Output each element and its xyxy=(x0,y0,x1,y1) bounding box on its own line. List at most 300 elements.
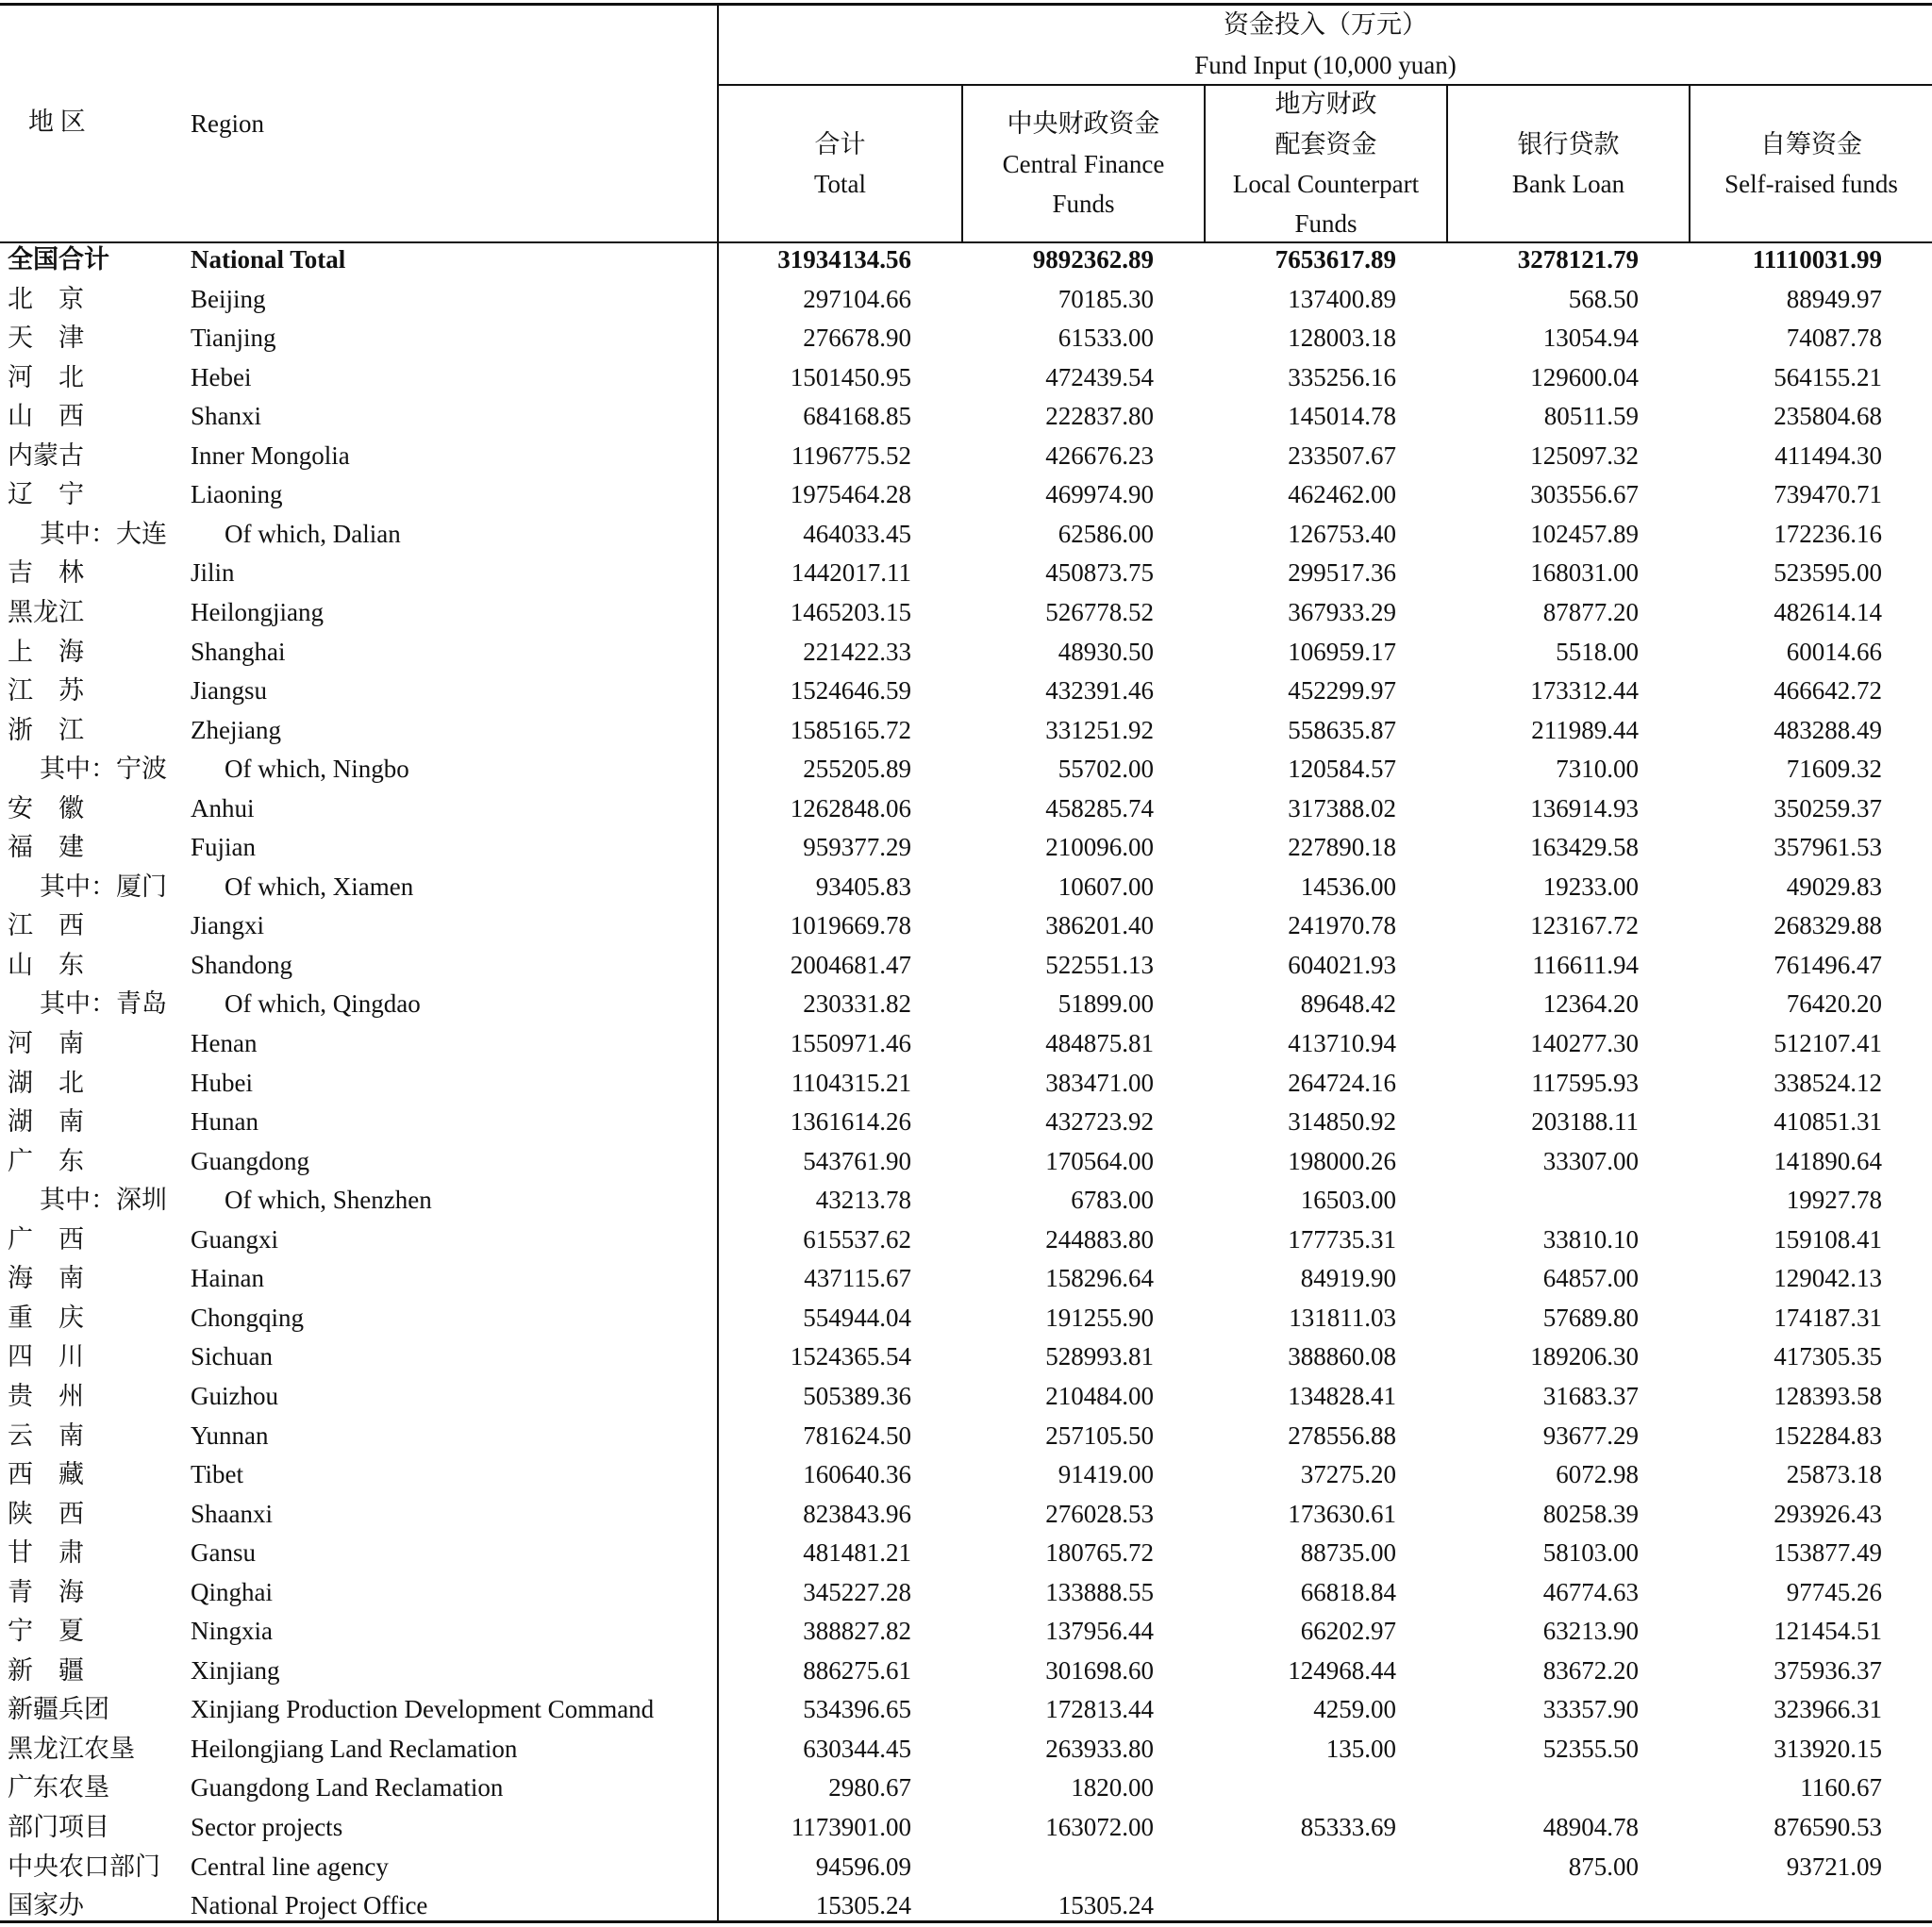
cell-self-raised: 71609.32 xyxy=(1786,755,1882,783)
cell-total: 1524646.59 xyxy=(790,676,911,705)
region-name-en: Hebei xyxy=(191,363,252,391)
region-header-zh: 地 区 xyxy=(28,108,86,136)
cell-total: 1975464.28 xyxy=(790,480,911,508)
region-name-en: Inner Mongolia xyxy=(191,441,350,470)
cell-central-finance: 91419.00 xyxy=(1058,1460,1154,1488)
cell-total: 1019669.78 xyxy=(790,911,911,939)
cell-central-finance: 1820.00 xyxy=(1071,1773,1154,1802)
col-local-label-en1: Local Counterpart xyxy=(1232,170,1420,198)
cell-central-finance: 133888.55 xyxy=(1045,1578,1154,1606)
cell-self-raised: 417305.35 xyxy=(1774,1342,1882,1370)
column-divider-3 xyxy=(1446,85,1448,242)
cell-self-raised: 512107.41 xyxy=(1774,1029,1882,1057)
cell-local-counterpart: 4259.00 xyxy=(1313,1695,1396,1723)
col-selfraised-label-en: Self-raised funds xyxy=(1724,170,1898,198)
cell-local-counterpart: 85333.69 xyxy=(1300,1813,1396,1841)
cell-central-finance: 276028.53 xyxy=(1045,1500,1154,1528)
region-name-zh: 安 徽 xyxy=(8,794,84,822)
cell-self-raised: 739470.71 xyxy=(1774,480,1882,508)
cell-central-finance: 458285.74 xyxy=(1045,794,1154,822)
cell-central-finance: 163072.00 xyxy=(1045,1813,1154,1841)
cell-self-raised: 350259.37 xyxy=(1774,794,1882,822)
fund-input-header-zh: 资金投入（万元） xyxy=(1224,10,1427,39)
cell-total: 464033.45 xyxy=(803,520,911,548)
region-name-zh: 广东农垦 xyxy=(8,1773,109,1802)
cell-total: 554944.04 xyxy=(803,1304,911,1332)
cell-local-counterpart: 131811.03 xyxy=(1289,1304,1396,1332)
cell-bank-loan: 168031.00 xyxy=(1530,558,1639,587)
col-total-label-en: Total xyxy=(813,170,867,198)
cell-bank-loan: 33357.90 xyxy=(1542,1695,1639,1723)
cell-self-raised: 19927.78 xyxy=(1786,1186,1882,1214)
cell-bank-loan: 6072.98 xyxy=(1556,1460,1639,1488)
cell-self-raised: 410851.31 xyxy=(1774,1107,1882,1136)
col-central-label-en2: Funds xyxy=(1052,190,1115,218)
cell-total: 2004681.47 xyxy=(790,951,911,979)
cell-local-counterpart: 14536.00 xyxy=(1300,872,1396,901)
cell-total: 1465203.15 xyxy=(790,598,911,626)
cell-bank-loan: 63213.90 xyxy=(1542,1617,1639,1645)
cell-bank-loan: 140277.30 xyxy=(1530,1029,1639,1057)
cell-local-counterpart: 89648.42 xyxy=(1300,989,1396,1018)
region-name-zh: 其中：宁波 xyxy=(40,755,167,783)
cell-self-raised: 93721.09 xyxy=(1786,1852,1882,1881)
region-name-en: Shandong xyxy=(191,951,292,979)
region-name-en: Tibet xyxy=(191,1460,244,1488)
region-name-en: Heilongjiang Land Reclamation xyxy=(191,1735,518,1763)
region-name-zh: 广 西 xyxy=(8,1225,84,1254)
cell-total: 1104315.21 xyxy=(791,1069,911,1097)
region-name-en: Guangdong Land Reclamation xyxy=(191,1773,504,1802)
region-name-en: Yunnan xyxy=(191,1421,269,1450)
region-name-en: Ningxia xyxy=(191,1617,273,1645)
cell-local-counterpart: 335256.16 xyxy=(1288,363,1396,391)
region-name-zh: 甘 肃 xyxy=(8,1538,84,1567)
cell-bank-loan: 875.00 xyxy=(1568,1852,1639,1881)
cell-bank-loan: 568.50 xyxy=(1568,285,1639,313)
cell-local-counterpart: 452299.97 xyxy=(1288,676,1396,705)
cell-central-finance: 450873.75 xyxy=(1045,558,1154,587)
cell-local-counterpart: 16503.00 xyxy=(1300,1186,1396,1214)
cell-central-finance: 210096.00 xyxy=(1045,833,1154,861)
region-name-zh: 宁 夏 xyxy=(8,1617,84,1645)
cell-total: 93405.83 xyxy=(815,872,911,901)
cell-local-counterpart: 84919.90 xyxy=(1300,1264,1396,1292)
cell-self-raised: 293926.43 xyxy=(1774,1500,1882,1528)
region-name-zh: 西 藏 xyxy=(8,1460,84,1488)
region-name-en: Liaoning xyxy=(191,480,283,508)
cell-total: 959377.29 xyxy=(803,833,911,861)
region-header-en: Region xyxy=(191,109,264,138)
cell-bank-loan: 46774.63 xyxy=(1542,1578,1639,1606)
cell-total: 43213.78 xyxy=(815,1186,911,1214)
cell-self-raised: 876590.53 xyxy=(1774,1813,1882,1841)
region-name-zh: 天 津 xyxy=(8,324,84,352)
cell-central-finance: 331251.92 xyxy=(1045,716,1154,744)
cell-bank-loan: 48904.78 xyxy=(1542,1813,1639,1841)
cell-self-raised: 74087.78 xyxy=(1786,324,1882,352)
cell-local-counterpart: 126753.40 xyxy=(1288,520,1396,548)
cell-central-finance: 469974.90 xyxy=(1045,480,1154,508)
cell-total: 481481.21 xyxy=(803,1538,911,1567)
cell-bank-loan: 125097.32 xyxy=(1530,441,1639,470)
region-name-zh: 其中：大连 xyxy=(40,520,167,548)
region-name-en: Jiangxi xyxy=(191,911,264,939)
col-central-label-en1: Central Finance xyxy=(1002,150,1165,178)
region-name-en: Qinghai xyxy=(191,1578,273,1606)
cell-bank-loan: 303556.67 xyxy=(1530,480,1639,508)
cell-central-finance: 6783.00 xyxy=(1071,1186,1154,1214)
region-name-en: Heilongjiang xyxy=(191,598,324,626)
cell-total: 1585165.72 xyxy=(790,716,911,744)
region-name-en: Central line agency xyxy=(191,1852,389,1881)
cell-bank-loan: 7310.00 xyxy=(1556,755,1639,783)
region-name-zh: 部门项目 xyxy=(8,1813,109,1841)
cell-bank-loan: 136914.93 xyxy=(1530,794,1639,822)
top-border xyxy=(0,3,1932,6)
cell-bank-loan: 173312.44 xyxy=(1530,676,1639,705)
region-name-zh: 海 南 xyxy=(8,1264,84,1292)
region-name-zh: 湖 北 xyxy=(8,1069,84,1097)
cell-self-raised: 483288.49 xyxy=(1774,716,1882,744)
region-name-en: Hainan xyxy=(191,1264,264,1292)
cell-self-raised: 357961.53 xyxy=(1774,833,1882,861)
cell-self-raised: 129042.13 xyxy=(1774,1264,1882,1292)
cell-central-finance: 426676.23 xyxy=(1045,441,1154,470)
column-divider-region xyxy=(717,6,719,1921)
cell-self-raised: 1160.67 xyxy=(1800,1773,1882,1802)
cell-local-counterpart: 227890.18 xyxy=(1288,833,1396,861)
region-name-en: Of which, Ningbo xyxy=(225,755,409,783)
cell-central-finance: 301698.60 xyxy=(1045,1656,1154,1685)
cell-self-raised: 88949.97 xyxy=(1786,285,1882,313)
cell-total: 1196775.52 xyxy=(791,441,911,470)
cell-bank-loan: 31683.37 xyxy=(1542,1382,1639,1410)
region-name-zh: 新 疆 xyxy=(8,1656,84,1685)
cell-central-finance: 528993.81 xyxy=(1045,1342,1154,1370)
cell-local-counterpart: 314850.92 xyxy=(1288,1107,1396,1136)
region-name-zh: 福 建 xyxy=(8,833,84,861)
cell-central-finance: 191255.90 xyxy=(1045,1304,1154,1332)
cell-self-raised: 338524.12 xyxy=(1774,1069,1882,1097)
region-name-zh: 广 东 xyxy=(8,1147,84,1175)
region-name-zh: 重 庆 xyxy=(8,1304,84,1332)
cell-local-counterpart: 124968.44 xyxy=(1288,1656,1396,1685)
cell-local-counterpart: 137400.89 xyxy=(1288,285,1396,313)
cell-central-finance: 472439.54 xyxy=(1045,363,1154,391)
cell-self-raised: 323966.31 xyxy=(1774,1695,1882,1723)
region-name-zh: 上 海 xyxy=(8,638,84,666)
cell-local-counterpart: 88735.00 xyxy=(1300,1538,1396,1567)
cell-local-counterpart: 66202.97 xyxy=(1300,1617,1396,1645)
region-name-zh: 河 北 xyxy=(8,363,84,391)
cell-self-raised: 97745.26 xyxy=(1786,1578,1882,1606)
region-name-zh: 河 南 xyxy=(8,1029,84,1057)
col-total-label-zh: 合计 xyxy=(814,130,866,158)
cell-total: 255205.89 xyxy=(803,755,911,783)
bottom-border xyxy=(0,1920,1932,1923)
cell-total: 505389.36 xyxy=(803,1382,911,1410)
cell-local-counterpart: 233507.67 xyxy=(1288,441,1396,470)
cell-self-raised: 411494.30 xyxy=(1774,441,1882,470)
region-name-zh: 山 东 xyxy=(8,951,84,979)
cell-bank-loan: 80511.59 xyxy=(1543,402,1639,430)
region-name-zh: 青 海 xyxy=(8,1578,84,1606)
region-name-zh: 全国合计 xyxy=(8,245,109,274)
cell-total: 221422.33 xyxy=(803,638,911,666)
region-name-en: Hunan xyxy=(191,1107,258,1136)
cell-central-finance: 522551.13 xyxy=(1045,951,1154,979)
region-name-en: Guangdong xyxy=(191,1147,309,1175)
cell-bank-loan: 83672.20 xyxy=(1542,1656,1639,1685)
cell-central-finance: 257105.50 xyxy=(1045,1421,1154,1450)
cell-bank-loan: 58103.00 xyxy=(1542,1538,1639,1567)
region-name-zh: 国家办 xyxy=(8,1891,84,1919)
cell-local-counterpart: 37275.20 xyxy=(1300,1460,1396,1488)
cell-total: 615537.62 xyxy=(803,1225,911,1254)
col-selfraised-label-zh: 自筹资金 xyxy=(1760,130,1862,158)
cell-central-finance: 158296.64 xyxy=(1045,1264,1154,1292)
cell-self-raised: 128393.58 xyxy=(1774,1382,1882,1410)
cell-central-finance: 386201.40 xyxy=(1045,911,1154,939)
cell-self-raised: 466642.72 xyxy=(1774,676,1882,705)
cell-bank-loan: 163429.58 xyxy=(1530,833,1639,861)
cell-central-finance: 383471.00 xyxy=(1045,1069,1154,1097)
fund-input-header-en: Fund Input (10,000 yuan) xyxy=(1194,51,1457,79)
cell-total: 823843.96 xyxy=(803,1500,911,1528)
cell-total: 1442017.11 xyxy=(791,558,911,587)
cell-central-finance: 210484.00 xyxy=(1045,1382,1154,1410)
cell-bank-loan: 5518.00 xyxy=(1556,638,1639,666)
fund-input-header-rule xyxy=(719,84,1932,86)
region-name-en: Shanghai xyxy=(191,638,286,666)
cell-central-finance: 15305.24 xyxy=(1058,1891,1154,1919)
cell-central-finance: 9892362.89 xyxy=(1032,245,1154,274)
cell-total: 230331.82 xyxy=(803,989,911,1018)
region-name-zh: 新疆兵团 xyxy=(8,1695,109,1723)
cell-bank-loan: 129600.04 xyxy=(1530,363,1639,391)
header-bottom-rule xyxy=(0,241,1932,243)
cell-central-finance: 263933.80 xyxy=(1045,1735,1154,1763)
region-name-zh: 江 苏 xyxy=(8,676,84,705)
cell-central-finance: 526778.52 xyxy=(1045,598,1154,626)
cell-bank-loan: 64857.00 xyxy=(1542,1264,1639,1292)
cell-total: 1173901.00 xyxy=(791,1813,911,1841)
cell-self-raised: 174187.31 xyxy=(1774,1304,1882,1332)
region-name-en: Xinjiang Production Development Command xyxy=(191,1695,655,1723)
cell-central-finance: 432391.46 xyxy=(1045,676,1154,705)
region-name-en: Fujian xyxy=(191,833,257,861)
cell-self-raised: 153877.49 xyxy=(1774,1538,1882,1567)
cell-bank-loan: 57689.80 xyxy=(1542,1304,1639,1332)
cell-self-raised: 60014.66 xyxy=(1786,638,1882,666)
region-name-zh: 中央农口部门 xyxy=(8,1852,160,1881)
cell-local-counterpart: 7653617.89 xyxy=(1274,245,1396,274)
cell-central-finance: 48930.50 xyxy=(1058,638,1154,666)
cell-bank-loan: 33307.00 xyxy=(1542,1147,1639,1175)
cell-central-finance: 10607.00 xyxy=(1058,872,1154,901)
cell-self-raised: 482614.14 xyxy=(1774,598,1882,626)
cell-central-finance: 137956.44 xyxy=(1045,1617,1154,1645)
cell-central-finance: 244883.80 xyxy=(1045,1225,1154,1254)
cell-total: 684168.85 xyxy=(803,402,911,430)
cell-self-raised: 235804.68 xyxy=(1774,402,1882,430)
cell-total: 388827.82 xyxy=(803,1617,911,1645)
cell-total: 94596.09 xyxy=(815,1852,911,1881)
cell-self-raised: 313920.15 xyxy=(1774,1735,1882,1763)
cell-local-counterpart: 317388.02 xyxy=(1288,794,1396,822)
cell-total: 781624.50 xyxy=(803,1421,911,1450)
cell-central-finance: 62586.00 xyxy=(1058,520,1154,548)
cell-local-counterpart: 264724.16 xyxy=(1288,1069,1396,1097)
region-name-zh: 江 西 xyxy=(8,911,84,939)
cell-bank-loan: 211989.44 xyxy=(1531,716,1639,744)
cell-local-counterpart: 173630.61 xyxy=(1288,1500,1396,1528)
cell-local-counterpart: 198000.26 xyxy=(1288,1147,1396,1175)
region-name-en: Shanxi xyxy=(191,402,262,430)
cell-bank-loan: 33810.10 xyxy=(1542,1225,1639,1254)
region-name-en: Gansu xyxy=(191,1538,256,1567)
region-name-en: Tianjing xyxy=(191,324,276,352)
cell-total: 1262848.06 xyxy=(790,794,911,822)
region-name-en: Hubei xyxy=(191,1069,253,1097)
cell-self-raised: 152284.83 xyxy=(1774,1421,1882,1450)
region-name-zh: 其中：深圳 xyxy=(40,1186,167,1214)
region-name-en: Of which, Xiamen xyxy=(225,872,414,901)
cell-self-raised: 172236.16 xyxy=(1774,520,1882,548)
cell-total: 1501450.95 xyxy=(790,363,911,391)
region-name-en: Sichuan xyxy=(191,1342,273,1370)
cell-total: 1524365.54 xyxy=(790,1342,911,1370)
cell-total: 31934134.56 xyxy=(777,245,911,274)
cell-total: 15305.24 xyxy=(815,1891,911,1919)
region-name-en: National Project Office xyxy=(191,1891,428,1919)
cell-total: 534396.65 xyxy=(803,1695,911,1723)
region-name-en: Sector projects xyxy=(191,1813,343,1841)
cell-central-finance: 61533.00 xyxy=(1058,324,1154,352)
region-name-zh: 陕 西 xyxy=(8,1500,84,1528)
region-name-zh: 吉 林 xyxy=(8,558,84,587)
cell-local-counterpart: 413710.94 xyxy=(1288,1029,1396,1057)
cell-self-raised: 76420.20 xyxy=(1786,989,1882,1018)
cell-bank-loan: 203188.11 xyxy=(1531,1107,1639,1136)
cell-local-counterpart: 367933.29 xyxy=(1288,598,1396,626)
cell-bank-loan: 80258.39 xyxy=(1542,1500,1639,1528)
region-name-en: Guizhou xyxy=(191,1382,278,1410)
region-name-en: Anhui xyxy=(191,794,255,822)
cell-local-counterpart: 278556.88 xyxy=(1288,1421,1396,1450)
region-name-zh: 黑龙江 xyxy=(8,598,84,626)
cell-bank-loan: 117595.93 xyxy=(1531,1069,1639,1097)
cell-bank-loan: 19233.00 xyxy=(1542,872,1639,901)
cell-local-counterpart: 604021.93 xyxy=(1288,951,1396,979)
region-name-zh: 北 京 xyxy=(8,285,84,313)
cell-bank-loan: 52355.50 xyxy=(1542,1735,1639,1763)
cell-bank-loan: 93677.29 xyxy=(1542,1421,1639,1450)
region-name-en: Of which, Qingdao xyxy=(225,989,421,1018)
cell-bank-loan: 189206.30 xyxy=(1530,1342,1639,1370)
cell-local-counterpart: 134828.41 xyxy=(1288,1382,1396,1410)
cell-self-raised: 761496.47 xyxy=(1774,951,1882,979)
cell-self-raised: 141890.64 xyxy=(1774,1147,1882,1175)
cell-central-finance: 432723.92 xyxy=(1045,1107,1154,1136)
region-name-zh: 山 西 xyxy=(8,402,84,430)
cell-central-finance: 55702.00 xyxy=(1058,755,1154,783)
cell-bank-loan: 13054.94 xyxy=(1542,324,1639,352)
region-name-en: Of which, Dalian xyxy=(225,520,401,548)
cell-total: 1550971.46 xyxy=(790,1029,911,1057)
cell-bank-loan: 3278121.79 xyxy=(1517,245,1639,274)
cell-local-counterpart: 128003.18 xyxy=(1288,324,1396,352)
cell-bank-loan: 87877.20 xyxy=(1542,598,1639,626)
region-name-en: National Total xyxy=(191,245,346,274)
cell-central-finance: 180765.72 xyxy=(1045,1538,1154,1567)
cell-local-counterpart: 106959.17 xyxy=(1288,638,1396,666)
col-bank-label-en: Bank Loan xyxy=(1511,170,1625,198)
col-central-label-zh: 中央财政资金 xyxy=(1007,109,1160,138)
cell-self-raised: 11110031.99 xyxy=(1752,245,1882,274)
cell-local-counterpart: 299517.36 xyxy=(1288,558,1396,587)
cell-self-raised: 159108.41 xyxy=(1774,1225,1882,1254)
cell-total: 2980.67 xyxy=(828,1773,911,1802)
cell-total: 1361614.26 xyxy=(790,1107,911,1136)
cell-local-counterpart: 120584.57 xyxy=(1288,755,1396,783)
cell-bank-loan: 102457.89 xyxy=(1530,520,1639,548)
region-name-en: Beijing xyxy=(191,285,266,313)
col-local-label-en2: Funds xyxy=(1294,209,1357,238)
region-name-en: Xinjiang xyxy=(191,1656,280,1685)
region-name-en: Jiangsu xyxy=(191,676,267,705)
region-name-zh: 其中：厦门 xyxy=(40,872,167,901)
cell-local-counterpart: 145014.78 xyxy=(1288,402,1396,430)
cell-total: 345227.28 xyxy=(803,1578,911,1606)
region-name-zh: 辽 宁 xyxy=(8,480,84,508)
cell-self-raised: 375936.37 xyxy=(1774,1656,1882,1685)
cell-local-counterpart: 135.00 xyxy=(1325,1735,1396,1763)
cell-self-raised: 49029.83 xyxy=(1786,872,1882,901)
region-name-zh: 湖 南 xyxy=(8,1107,84,1136)
cell-local-counterpart: 462462.00 xyxy=(1288,480,1396,508)
cell-central-finance: 484875.81 xyxy=(1045,1029,1154,1057)
region-name-en: Jilin xyxy=(191,558,235,587)
region-name-en: Of which, Shenzhen xyxy=(225,1186,432,1214)
cell-local-counterpart: 558635.87 xyxy=(1288,716,1396,744)
cell-central-finance: 70185.30 xyxy=(1058,285,1154,313)
cell-central-finance: 170564.00 xyxy=(1045,1147,1154,1175)
region-name-zh: 黑龙江农垦 xyxy=(8,1735,135,1763)
region-name-zh: 云 南 xyxy=(8,1421,84,1450)
cell-total: 543761.90 xyxy=(803,1147,911,1175)
cell-self-raised: 25873.18 xyxy=(1786,1460,1882,1488)
cell-self-raised: 268329.88 xyxy=(1774,911,1882,939)
cell-self-raised: 564155.21 xyxy=(1774,363,1882,391)
cell-central-finance: 51899.00 xyxy=(1058,989,1154,1018)
cell-local-counterpart: 241970.78 xyxy=(1288,911,1396,939)
cell-local-counterpart: 388860.08 xyxy=(1288,1342,1396,1370)
cell-total: 276678.90 xyxy=(803,324,911,352)
col-local-label-zh1: 地方财政 xyxy=(1274,90,1377,118)
cell-central-finance: 222837.80 xyxy=(1045,402,1154,430)
cell-bank-loan: 12364.20 xyxy=(1542,989,1639,1018)
cell-local-counterpart: 66818.84 xyxy=(1300,1578,1396,1606)
cell-central-finance: 172813.44 xyxy=(1045,1695,1154,1723)
column-divider-4 xyxy=(1689,85,1690,242)
col-bank-label-zh: 银行贷款 xyxy=(1517,130,1620,158)
region-name-en: Shaanxi xyxy=(191,1500,273,1528)
region-name-en: Guangxi xyxy=(191,1225,278,1254)
region-name-zh: 四 川 xyxy=(8,1342,84,1370)
cell-total: 630344.45 xyxy=(803,1735,911,1763)
